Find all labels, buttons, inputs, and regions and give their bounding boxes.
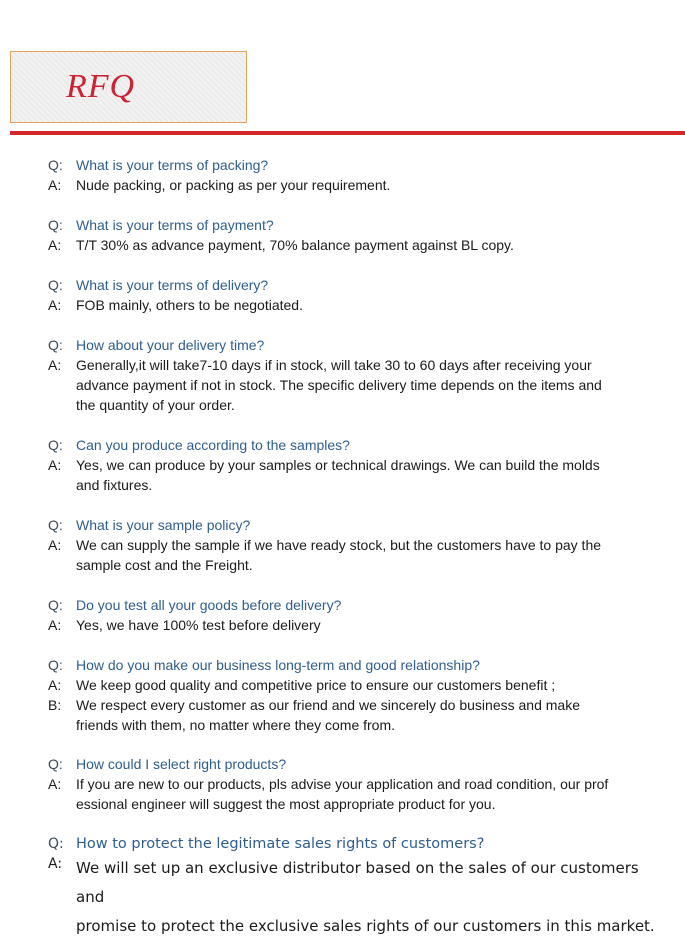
answer-label: A: bbox=[48, 177, 62, 193]
question-row bbox=[48, 155, 658, 175]
question-label: Q: bbox=[48, 756, 63, 772]
answer-label: A: bbox=[48, 617, 62, 633]
faq-item-relationship bbox=[48, 655, 658, 735]
answer-text bbox=[76, 695, 658, 735]
rfq-header-box bbox=[10, 51, 247, 123]
question-row bbox=[48, 275, 658, 295]
question-text: How to protect the legitimate sales rights of customers? bbox=[76, 836, 485, 852]
answer-row bbox=[48, 854, 658, 941]
question-row bbox=[48, 655, 658, 675]
question-label: Q: bbox=[48, 836, 64, 852]
question-row bbox=[48, 515, 658, 535]
answer-line: Nude packing, or packing as per your requirement. bbox=[76, 177, 391, 193]
answer-line: We will set up an exclusive distributor based on the sales of our customers and bbox=[76, 859, 639, 906]
answer-line: promise to protect the exclusive sales rights of our customers in this market. bbox=[76, 917, 655, 935]
answer-label: B: bbox=[48, 697, 62, 713]
answer-line: We respect every customer as our friend and we sincerely do business and make bbox=[76, 697, 580, 713]
question-label: Q: bbox=[48, 517, 63, 533]
question-row bbox=[48, 754, 658, 774]
answer-row bbox=[48, 235, 658, 255]
answer-row bbox=[48, 774, 658, 814]
question-label: Q: bbox=[48, 437, 63, 453]
question-text: How do you make our business long-term and good relationship? bbox=[76, 657, 480, 673]
question-label: Q: bbox=[48, 597, 63, 613]
faq-item-samples bbox=[48, 435, 658, 495]
question-label: Q: bbox=[48, 217, 63, 233]
answer-text bbox=[76, 455, 658, 495]
answer-row bbox=[48, 535, 658, 575]
question-row bbox=[48, 215, 658, 235]
question-text: How could I select right products? bbox=[76, 756, 287, 772]
faq-item-payment bbox=[48, 215, 658, 255]
question-text: Do you test all your goods before delivery? bbox=[76, 597, 342, 613]
faq-item-select-products bbox=[48, 754, 658, 814]
answer-text bbox=[76, 355, 658, 415]
question-label: Q: bbox=[48, 277, 63, 293]
answer-line: and fixtures. bbox=[76, 477, 153, 493]
faq-item-delivery-time bbox=[48, 335, 658, 415]
answer-label: A: bbox=[48, 677, 62, 693]
question-label: Q: bbox=[48, 657, 63, 673]
answer-text bbox=[76, 774, 658, 814]
answer-row bbox=[48, 675, 658, 695]
answer-row bbox=[48, 695, 658, 735]
answer-text bbox=[76, 854, 658, 941]
faq-item-packing bbox=[48, 155, 658, 195]
answer-label: A: bbox=[48, 457, 62, 473]
answer-line: advance payment if not in stock. The specific delivery time depends on the items and bbox=[76, 377, 602, 393]
answer-row bbox=[48, 355, 658, 415]
question-row bbox=[48, 435, 658, 455]
answer-text bbox=[76, 535, 658, 575]
answer-line: FOB mainly, others to be negotiated. bbox=[76, 297, 303, 313]
header-divider bbox=[10, 131, 685, 135]
answer-line: the quantity of your order. bbox=[76, 397, 235, 413]
answer-line: sample cost and the Freight. bbox=[76, 557, 253, 573]
question-row bbox=[48, 595, 658, 615]
answer-row bbox=[48, 615, 658, 635]
question-label: Q: bbox=[48, 157, 63, 173]
faq-item-sales-rights bbox=[48, 834, 658, 941]
question-row bbox=[48, 834, 658, 854]
faq-item-delivery-terms bbox=[48, 275, 658, 315]
faq-item-testing bbox=[48, 595, 658, 635]
answer-line: essional engineer will suggest the most appropriate product for you. bbox=[76, 796, 496, 812]
answer-line: T/T 30% as advance payment, 70% balance payment against BL copy. bbox=[76, 237, 514, 253]
answer-line: We can supply the sample if we have ready stock, but the customers have to pay the bbox=[76, 537, 602, 553]
answer-label: A: bbox=[48, 237, 62, 253]
question-row bbox=[48, 335, 658, 355]
answer-row bbox=[48, 455, 658, 495]
question-text: How about your delivery time? bbox=[76, 337, 265, 353]
answer-line: Generally,it will take7-10 days if in stock, will take 30 to 60 days after receiving your bbox=[76, 357, 592, 373]
faq-item-sample-policy bbox=[48, 515, 658, 575]
answer-line: If you are new to our products, pls advise your application and road condition, our prof bbox=[76, 776, 609, 792]
question-label: Q: bbox=[48, 337, 63, 353]
question-text: Can you produce according to the samples? bbox=[76, 437, 350, 453]
question-text: What is your terms of payment? bbox=[76, 217, 274, 233]
question-text: What is your terms of delivery? bbox=[76, 277, 269, 293]
answer-row bbox=[48, 175, 658, 195]
question-text: What is your terms of packing? bbox=[76, 157, 269, 173]
answer-line: We keep good quality and competitive price to ensure our customers benefit ; bbox=[76, 677, 556, 693]
answer-label: A: bbox=[48, 357, 62, 373]
answer-label: A: bbox=[48, 297, 62, 313]
answer-row bbox=[48, 295, 658, 315]
question-text: What is your sample policy? bbox=[76, 517, 251, 533]
page-title: RFQ bbox=[66, 68, 136, 105]
answer-label: A: bbox=[48, 537, 62, 553]
answer-line: Yes, we can produce by your samples or technical drawings. We can build the molds bbox=[76, 457, 600, 473]
answer-label: A: bbox=[48, 776, 62, 792]
answer-line: friends with them, no matter where they come from. bbox=[76, 717, 396, 733]
answer-line: Yes, we have 100% test before delivery bbox=[76, 617, 321, 633]
answer-label: A: bbox=[48, 856, 63, 872]
